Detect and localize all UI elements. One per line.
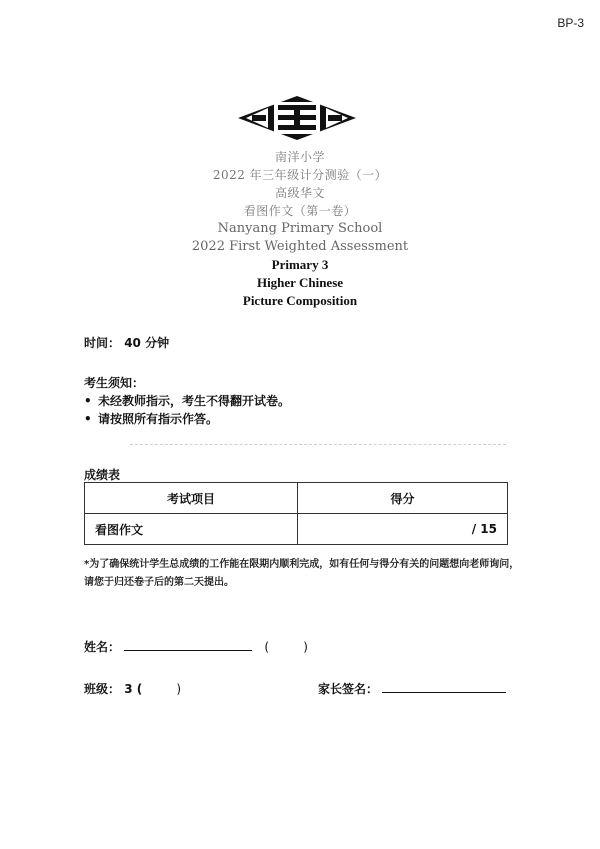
paper-cn: 看图作文（第一卷） xyxy=(243,204,357,218)
list-item xyxy=(84,392,290,410)
subject-en: Higher Chinese xyxy=(256,275,344,290)
header-score: 得分 xyxy=(298,483,508,514)
header-block xyxy=(0,148,600,310)
parent-signature-label: 家长签名： xyxy=(318,682,379,696)
time-label: 时间： xyxy=(84,336,121,350)
row-score: / 15 xyxy=(298,514,508,545)
register-paren-open: ( xyxy=(264,640,270,654)
divider xyxy=(130,444,506,445)
footnote: *为了确保统计学生总成绩的工作能在限期内顺利完成，如有任何与得分有关的问题想向老师询问，请您于归还卷子后的第二天提出。 xyxy=(84,559,520,588)
score-table xyxy=(84,482,508,545)
table-header-row xyxy=(85,483,508,514)
instruction-text: 未经教师指示，考生不得翻开试卷。 xyxy=(98,394,291,408)
class-field xyxy=(84,680,181,697)
list-item xyxy=(84,410,290,428)
school-name-en: Nanyang Primary School xyxy=(217,221,383,236)
score-table-title: 成绩表 xyxy=(84,468,121,482)
paper-en: Picture Composition xyxy=(242,293,358,308)
instructions-title: 考生须知： xyxy=(84,376,145,390)
header-item: 考试项目 xyxy=(85,483,298,514)
page-code: BP-3 xyxy=(557,16,584,30)
time-value: 40 分钟 xyxy=(124,336,170,350)
instructions-list xyxy=(84,392,290,428)
class-value: 3 ( xyxy=(124,682,143,696)
class-label: 班级： xyxy=(84,682,121,696)
level: Primary 3 xyxy=(271,257,329,272)
parent-signature-blank[interactable] xyxy=(382,680,506,693)
school-name-cn: 南洋小学 xyxy=(274,150,325,164)
class-paren-close: ) xyxy=(176,682,182,696)
name-field xyxy=(84,638,308,655)
name-label: 姓名： xyxy=(84,640,121,654)
instruction-text: 请按照所有指示作答。 xyxy=(98,412,219,426)
row-item: 看图作文 xyxy=(85,514,298,545)
register-paren-close: ) xyxy=(303,640,308,654)
name-blank[interactable] xyxy=(124,638,252,651)
parent-signature-field xyxy=(318,680,506,697)
assessment-title-cn: 2022 年三年级计分测验（一） xyxy=(212,168,388,182)
school-logo xyxy=(238,96,356,140)
time-allowed xyxy=(84,334,169,351)
bullet: • xyxy=(84,412,92,426)
subject-cn: 高级华文 xyxy=(274,186,325,200)
assessment-title-en: 2022 First Weighted Assessment xyxy=(191,239,409,254)
bullet: • xyxy=(84,394,92,408)
table-row xyxy=(85,514,508,545)
